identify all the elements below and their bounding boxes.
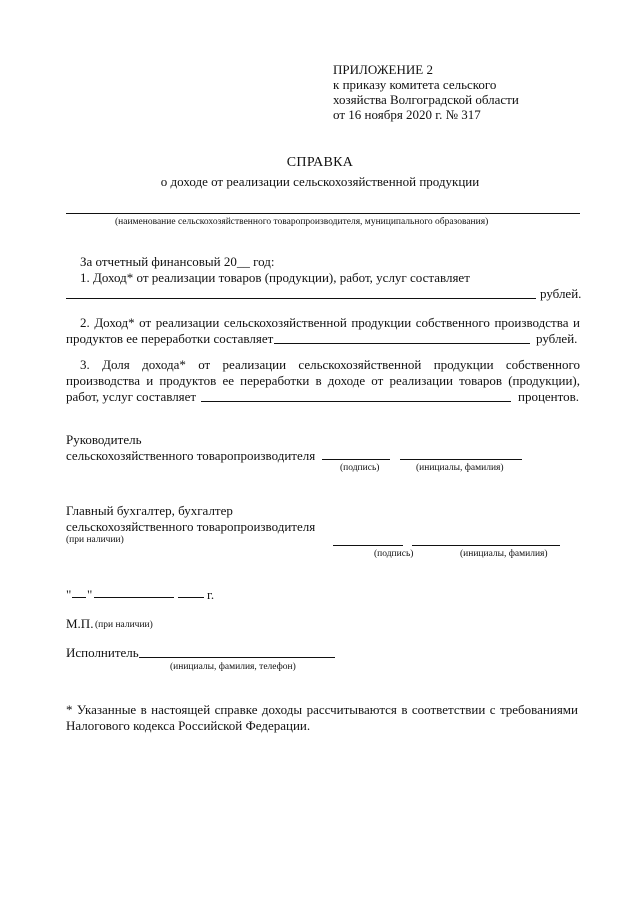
period-line: За отчетный финансовый 20__ год: [80,254,275,269]
accountant-note: (при наличии) [66,535,124,545]
appendix-title: ПРИЛОЖЕНИЕ 2 [333,62,433,77]
item2-amount-field[interactable] [274,343,530,344]
appendix-date-line: от 16 ноября 2020 г. № 317 [333,107,481,122]
date-day-field[interactable] [72,597,86,598]
date-month-field[interactable] [94,597,174,598]
appendix-order-line: к приказу комитета сельского [333,77,497,92]
date-quote-open: " [66,587,72,602]
item3-line1: 3. Доля дохода* от реализации сельскохозяйственной продукции собственного [80,357,580,372]
head-name-caption: (инициалы, фамилия) [416,463,504,473]
executor-field[interactable] [139,657,335,658]
stamp-label: М.П. [66,616,94,631]
head-label: Руководитель [66,432,142,447]
item3-line3: работ, услуг составляет [66,389,197,404]
document-subtitle: о доходе от реализации сельскохозяйственной продукции [160,174,480,189]
head-signature-caption: (подпись) [340,463,380,473]
head-label-producer: сельскохозяйственного товаропроизводителя [66,448,316,463]
item1-unit: рублей. [540,286,582,301]
item2-line1: 2. Доход* от реализации сельскохозяйственной продукции собственного производства и [80,315,580,330]
head-signature-field[interactable] [322,459,390,460]
footnote-line2: Налогового кодекса Российской Федерации. [66,718,311,733]
date-year-field[interactable] [178,597,204,598]
accountant-label-producer: сельскохозяйственного товаропроизводителя [66,519,316,534]
footnote-line1: * Указанные в настоящей справке доходы рассчитываются в соответствии с требованиями [66,702,578,717]
item2-line2: продуктов ее переработки составляет [66,331,274,346]
document-title: СПРАВКА [286,155,354,170]
accountant-signature-caption: (подпись) [374,549,414,559]
item3-unit: процентов. [518,389,580,404]
accountant-name-caption: (инициалы, фамилия) [460,549,548,559]
item1-text: 1. Доход* от реализации товаров (продукции), работ, услуг составляет [80,270,470,285]
head-name-field[interactable] [400,459,522,460]
producer-name-field[interactable] [66,213,580,214]
item3-percent-field[interactable] [201,401,511,402]
item2-unit: рублей. [536,331,578,346]
item1-amount-field[interactable] [66,298,536,299]
accountant-label: Главный бухгалтер, бухгалтер [66,503,233,518]
stamp-note: (при наличии) [95,620,153,630]
date-quote-close: " [87,587,93,602]
date-year-suffix: г. [207,587,215,602]
item3-line2: производства и продуктов ее переработки в доходе от реализации товаров (продукции), [66,373,580,388]
producer-caption: (наименование сельскохозяйственного товаропроизводителя, муниципального образования) [115,217,489,227]
accountant-name-field[interactable] [412,545,560,546]
executor-caption: (инициалы, фамилия, телефон) [170,662,296,672]
appendix-block [333,62,519,122]
appendix-committee-line: хозяйства Волгоградской области [333,92,519,107]
accountant-signature-field[interactable] [333,545,403,546]
executor-label: Исполнитель [66,645,139,660]
